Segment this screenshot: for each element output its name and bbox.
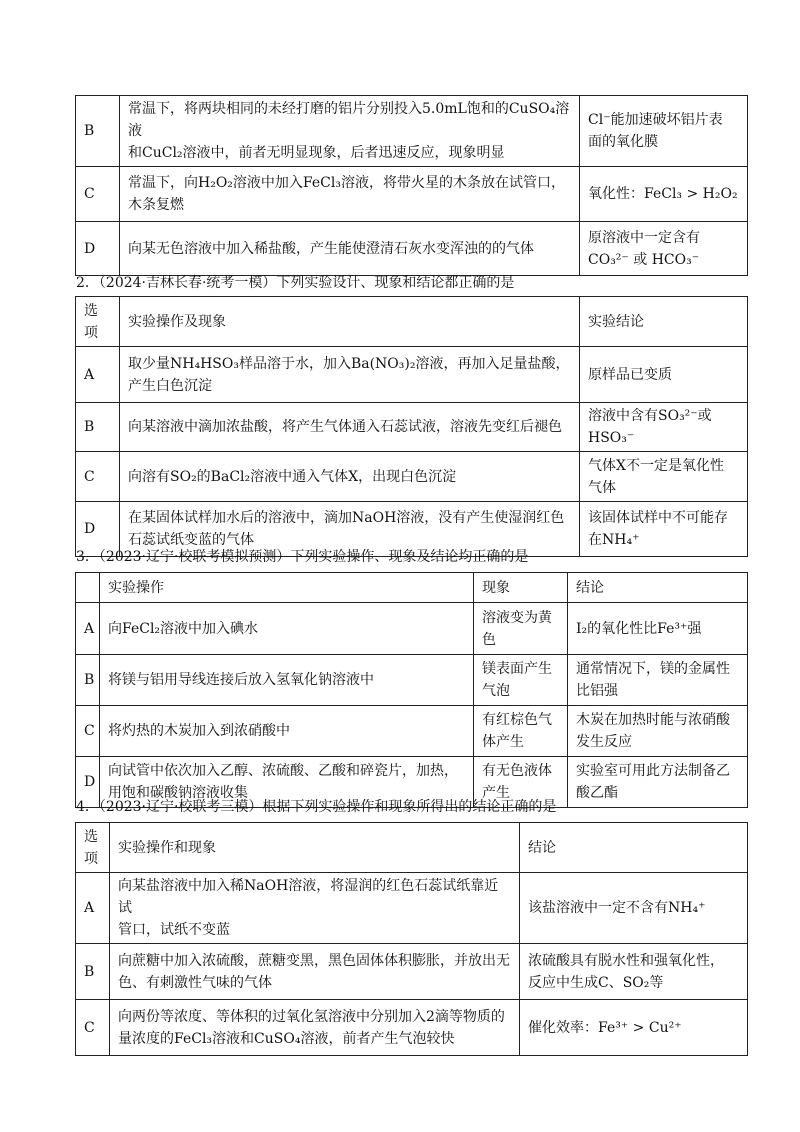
table-continuation <box>75 95 748 276</box>
option-header <box>76 297 120 347</box>
option-label: C <box>76 706 100 757</box>
header-line: 项 <box>84 850 98 867</box>
operation-line: 管口，试纸不变蓝 <box>118 922 230 938</box>
operation-cell <box>110 873 520 944</box>
table-row <box>76 347 748 403</box>
operation-cell <box>110 944 520 1000</box>
conclusion-cell <box>568 757 748 808</box>
option-label: C <box>76 1000 110 1056</box>
conclusion-cell: 催化效率：Fe³⁺ > Cu²⁺ <box>520 1000 748 1056</box>
conclusion-cell <box>568 706 748 757</box>
question-4-title: 4．（2023·辽宁·校联考三模）根据下列实验操作和现象所得出的结论正确的是 <box>76 799 557 815</box>
operation-cell <box>120 347 580 403</box>
option-label: B <box>76 403 120 452</box>
question-3-table <box>75 572 748 808</box>
conclusion-cell <box>568 655 748 706</box>
operation-line: 用饱和碳酸钠溶液收集 <box>108 785 248 801</box>
conclusion-line: 实验室可用此方法制备乙 <box>576 763 730 779</box>
conclusion-line: 氧化性：FeCl₃ > H₂O₂ <box>588 186 738 202</box>
operation-line: 取少量NH₄HSO₃样品溶于水，加入Ba(NO₃)₂溶液，再加入足量盐酸， <box>128 355 570 372</box>
operation-line: 量浓度的FeCl₃溶液和CuSO₄溶液，前者产生气泡较快 <box>118 1030 455 1047</box>
operation-line: 在某固体试样加水后的溶液中，滴加NaOH溶液，没有产生使湿润红色 <box>128 510 565 526</box>
operation-cell <box>120 222 580 276</box>
conclusion-line: 该固体试样中不可能存 <box>588 510 728 526</box>
conclusion-line: 发生反应 <box>576 734 632 750</box>
operation-cell: 将镁与铝用导线连接后放入氢氧化钠溶液中 <box>100 655 474 706</box>
phenomenon-cell <box>474 603 568 655</box>
conclusion-line: CO₃²⁻ 或 HCO₃⁻ <box>588 251 700 268</box>
conclusion-cell: 溶液中含有SO₃²⁻或HSO₃⁻ <box>580 403 748 452</box>
operation-cell <box>120 167 580 222</box>
phenomenon-line: 产生 <box>482 785 510 801</box>
option-label: A <box>76 873 110 944</box>
operation-cell: 向某溶液中滴加浓盐酸，将产生气体通入石蕊试液，溶液先变红后褪色 <box>120 403 580 452</box>
conclusion-cell: 原样品已变质 <box>580 347 748 403</box>
conclusion-line: 木炭在加热时能与浓硝酸 <box>576 712 730 728</box>
table-row <box>76 706 748 757</box>
phenomenon-cell <box>474 655 568 706</box>
table-row <box>76 167 748 222</box>
conclusion-line: 酸乙酯 <box>576 785 618 801</box>
table-row <box>76 944 748 1000</box>
conclusion-cell: I₂的氧化性比Fe³⁺强 <box>568 603 748 655</box>
option-label: B <box>76 655 100 706</box>
header-line: 项 <box>84 324 98 341</box>
operation-line: 向试管中依次加入乙醇、浓硫酸、乙酸和碎瓷片，加热， <box>108 763 458 779</box>
conclusion-line: 气体X不一定是氧化性 <box>588 457 724 474</box>
operation-cell <box>110 1000 520 1056</box>
conclusion-cell <box>580 167 748 222</box>
operation-line: 向某无色溶液中加入稀盐酸，产生能使澄清石灰水变浑浊的的气体 <box>128 240 534 257</box>
conclusion-line: 面的氧化膜 <box>588 134 658 150</box>
option-label: D <box>76 502 120 557</box>
option-label: C <box>76 452 120 502</box>
conclusion-header: 实验结论 <box>580 297 748 347</box>
option-label: B <box>76 944 110 1000</box>
table-row <box>76 452 748 502</box>
operation-cell: 向FeCl₂溶液中加入碘水 <box>100 603 474 655</box>
operation-line: 常温下，向H₂O₂溶液中加入FeCl₃溶液，将带火星的木条放在试管口， <box>128 175 565 191</box>
conclusion-cell <box>580 96 748 167</box>
phenomenon-line: 镁表面产生 <box>482 661 552 677</box>
table-row <box>76 655 748 706</box>
conclusion-line: 反应中生成C、SO₂等 <box>528 974 664 991</box>
phenomenon-line: 体产生 <box>482 734 524 750</box>
header-line: 选 <box>84 302 98 319</box>
conclusion-cell <box>520 944 748 1000</box>
conclusion-line: 原溶液中一定含有 <box>588 229 700 246</box>
operation-line: 向某盐溶液中加入稀NaOH溶液，将湿润的红色石蕊试纸靠近试 <box>118 878 499 916</box>
table-row <box>76 1000 748 1056</box>
phenomenon-line: 有红棕色气 <box>482 712 552 728</box>
conclusion-line: 比铝强 <box>576 683 618 699</box>
conclusion-header: 结论 <box>568 573 748 603</box>
operation-line: 常温下，将两块相同的未经打磨的铝片分别投入5.0mL饱和的CuSO₄溶液 <box>128 101 570 139</box>
question-3-title: 3．（2023·辽宁·校联考模拟预测）下列实验操作、现象及结论均正确的是 <box>76 549 529 565</box>
header-line: 选 <box>84 828 98 845</box>
conclusion-line: 在NH₄⁺ <box>588 532 640 548</box>
conclusion-line: 通常情况下，镁的金属性 <box>576 661 730 677</box>
phenomenon-header: 现象 <box>474 573 568 603</box>
operation-header: 实验操作及现象 <box>120 297 580 347</box>
option-label: A <box>76 603 100 655</box>
operation-header: 实验操作和现象 <box>110 823 520 873</box>
operation-line: 向两份等浓度、等体积的过氧化氢溶液中分别加入2滴等物质的 <box>118 1008 505 1025</box>
conclusion-line: 浓硫酸具有脱水性和强氧化性， <box>528 952 724 969</box>
operation-line: 色、有刺激性气味的气体 <box>118 974 272 991</box>
conclusion-cell <box>580 452 748 502</box>
question-2-table <box>75 296 748 557</box>
operation-cell: 向溶有SO₂的BaCl₂溶液中通入气体X，出现白色沉淀 <box>120 452 580 502</box>
phenomenon-line: 色 <box>482 631 496 648</box>
option-header <box>76 573 100 603</box>
operation-line: 石蕊试纸变蓝的气体 <box>128 532 254 548</box>
phenomenon-cell <box>474 706 568 757</box>
conclusion-line: 气体 <box>588 479 616 496</box>
operation-cell <box>120 96 580 167</box>
conclusion-cell <box>580 502 748 557</box>
question-2-title: 2．（2024·吉林长春·统考一模）下列实验设计、现象和结论都正确的是 <box>76 275 515 291</box>
option-label: C <box>76 167 120 222</box>
conclusion-cell <box>580 222 748 276</box>
phenomenon-line: 溶液变为黄 <box>482 609 552 626</box>
phenomenon-line: 有无色液体 <box>482 763 552 779</box>
phenomenon-line: 气泡 <box>482 683 510 699</box>
operation-line: 向蔗糖中加入浓硫酸，蔗糖变黑，黑色固体体积膨胀，并放出无 <box>118 952 510 969</box>
question-4-table <box>75 822 748 1056</box>
operation-header: 实验操作 <box>100 573 474 603</box>
option-label: D <box>76 757 100 808</box>
table-header-row <box>76 823 748 873</box>
conclusion-line: Cl⁻能加速破坏铝片表 <box>588 112 723 128</box>
conclusion-header: 结论 <box>520 823 748 873</box>
table-row <box>76 222 748 276</box>
table-header-row <box>76 573 748 603</box>
option-label: A <box>76 347 120 403</box>
table-row <box>76 603 748 655</box>
option-header <box>76 823 110 873</box>
table-row <box>76 96 748 167</box>
conclusion-cell: 该盐溶液中一定不含有NH₄⁺ <box>520 873 748 944</box>
table-header-row <box>76 297 748 347</box>
option-label: B <box>76 96 120 167</box>
operation-cell: 将灼热的木炭加入到浓硝酸中 <box>100 706 474 757</box>
option-label: D <box>76 222 120 276</box>
operation-line: 木条复燃 <box>128 197 184 213</box>
table-row <box>76 873 748 944</box>
operation-line: 和CuCl₂溶液中，前者无明显现象，后者迅速反应，现象明显 <box>128 145 505 161</box>
table-row <box>76 403 748 452</box>
operation-line: 产生白色沉淀 <box>128 377 212 394</box>
